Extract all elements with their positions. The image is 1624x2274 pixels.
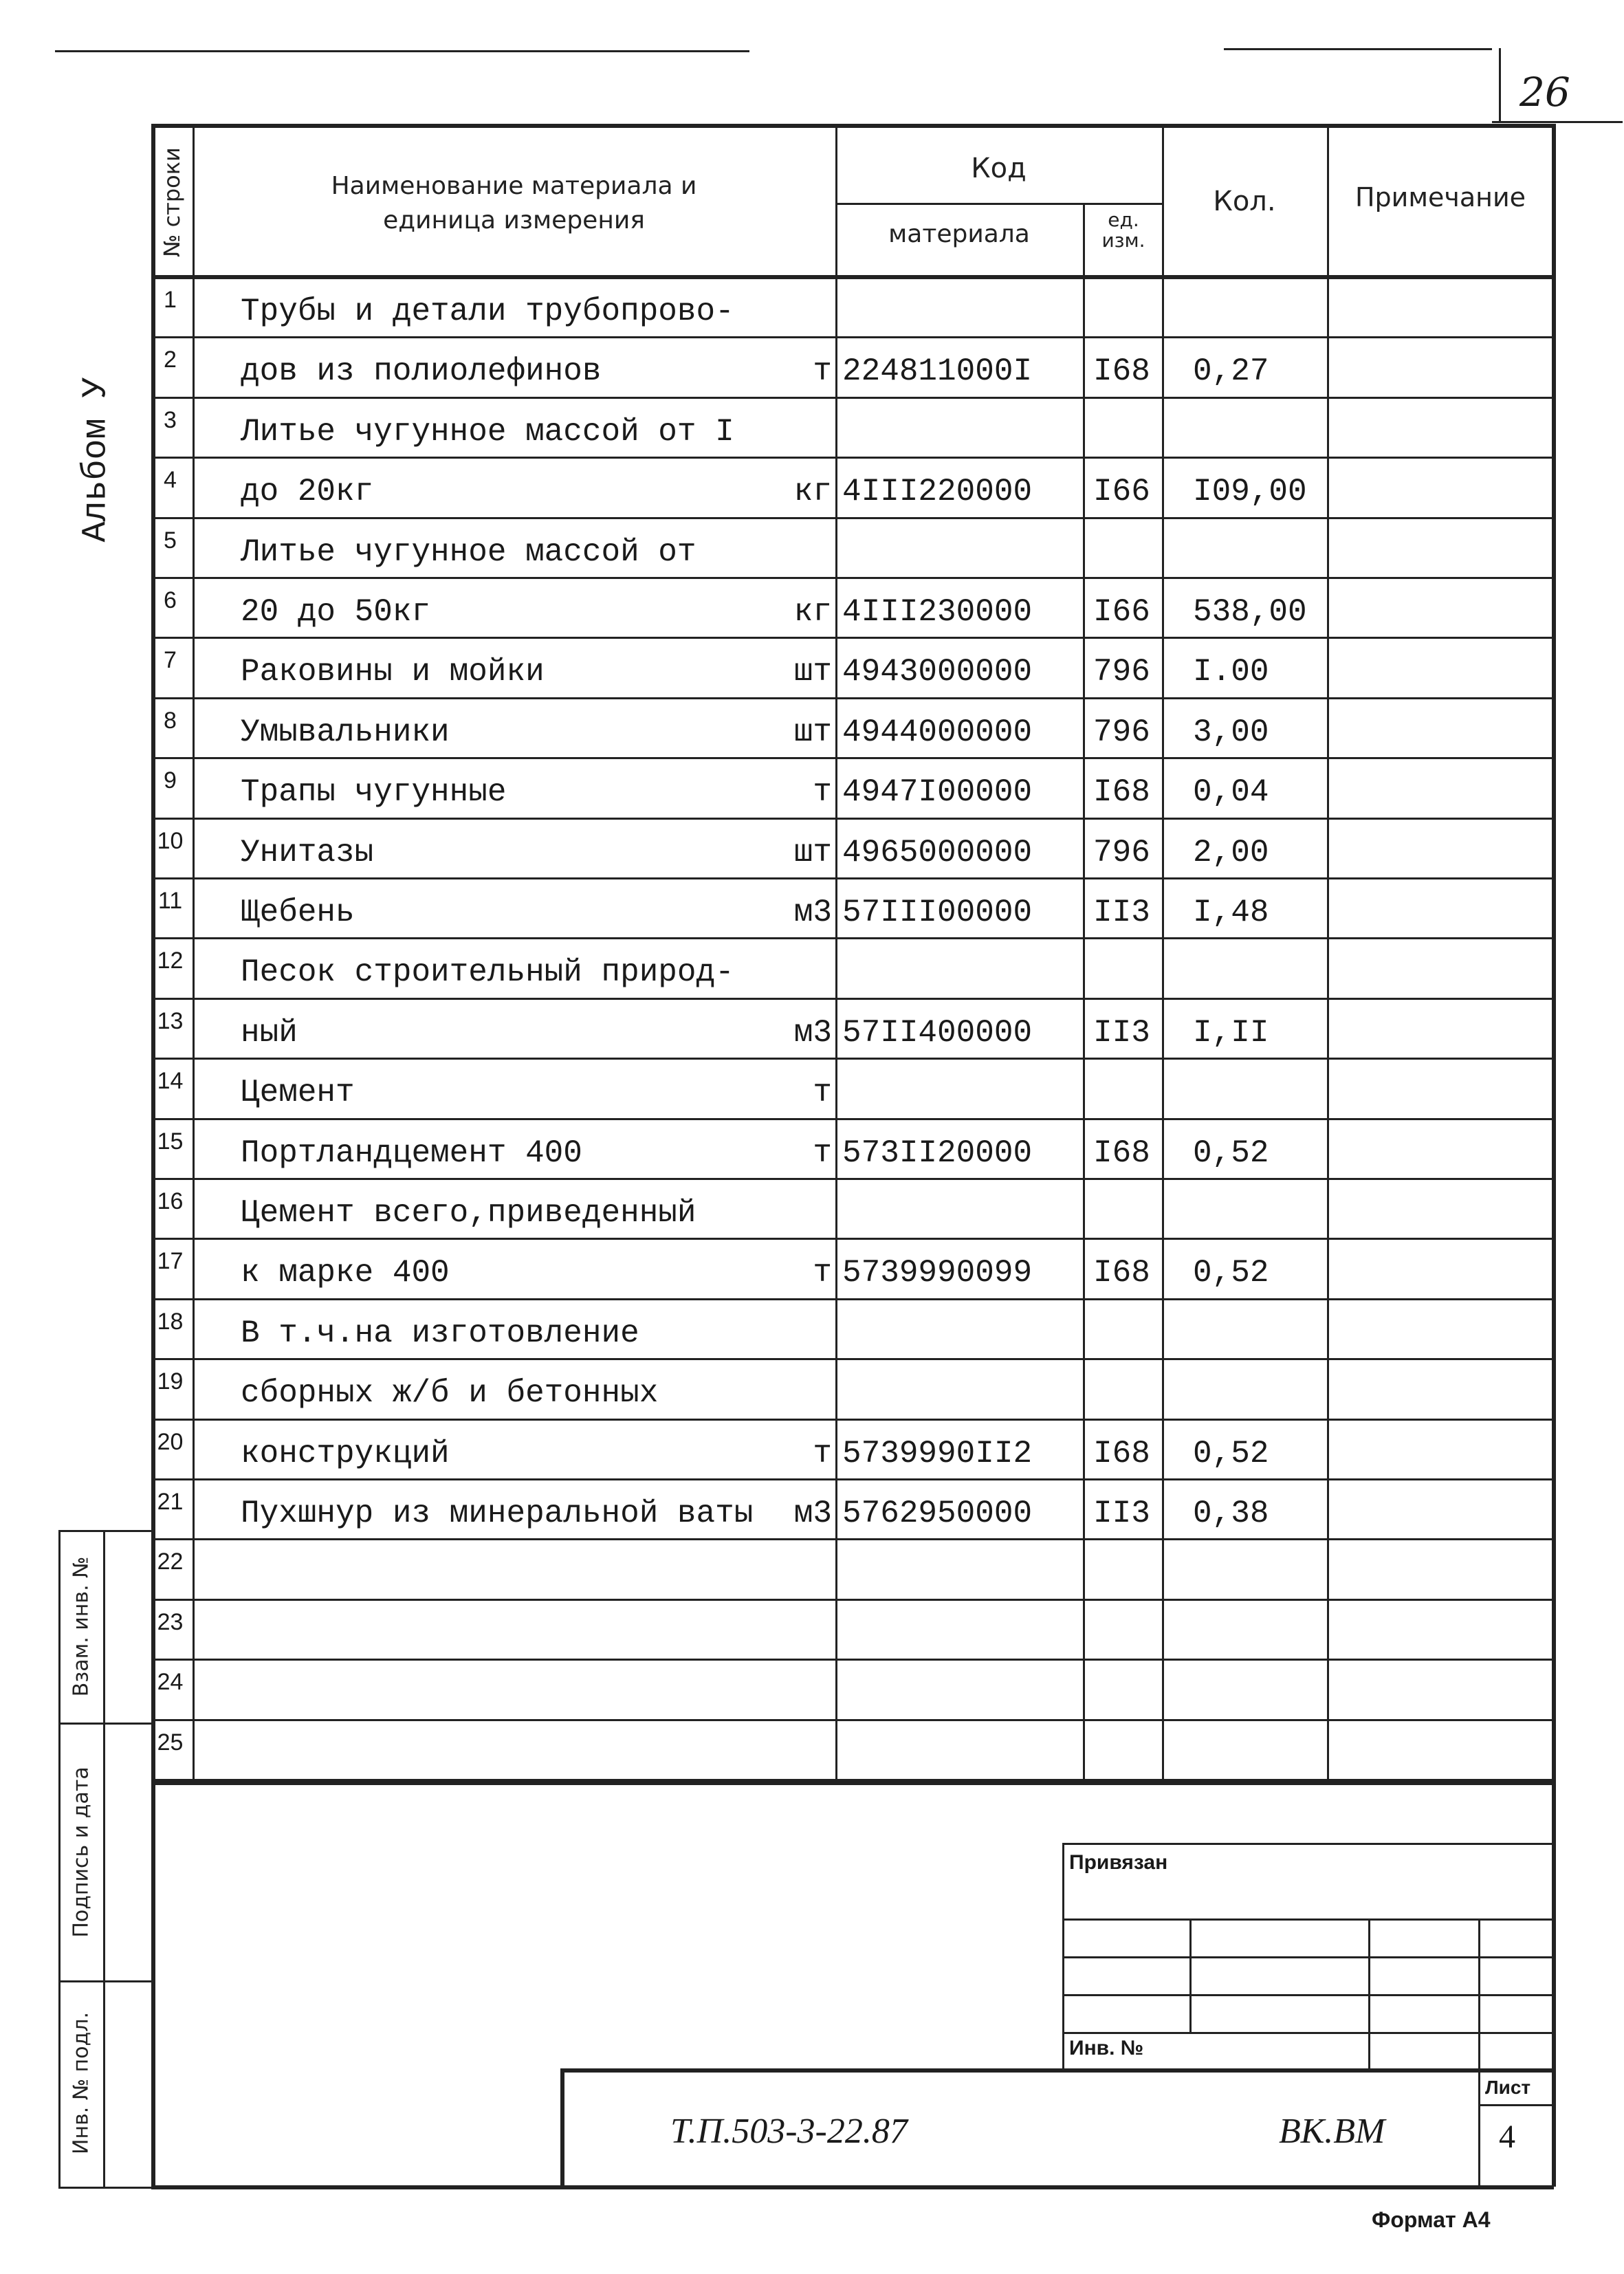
header-qty: Кол. — [1213, 186, 1276, 217]
inv-no-label: Инв. № — [1069, 2037, 1144, 2059]
quantity: I.00 — [1193, 654, 1269, 690]
section-code: ВК.ВМ — [1279, 2112, 1385, 2151]
quantity: 0,52 — [1193, 1255, 1269, 1291]
top-rule-page — [1492, 121, 1623, 123]
unit-code: 796 — [1093, 834, 1150, 871]
row-number: 9 — [164, 767, 177, 794]
material-code: 4III220000 — [842, 474, 1033, 510]
row-number: 12 — [157, 948, 184, 974]
unit: кг — [793, 594, 832, 630]
row-divider — [151, 397, 1554, 399]
row-number: 1 — [164, 287, 177, 313]
row-number: 5 — [164, 527, 177, 554]
unit-code: I68 — [1093, 774, 1150, 811]
stamp-podpis-data: Подпись и дата — [69, 1767, 94, 1938]
material-code: 4944000000 — [842, 714, 1033, 750]
material-name: Пухшнур из минеральной ваты — [241, 1496, 754, 1531]
row-divider — [151, 757, 1554, 759]
unit-code: I68 — [1093, 1135, 1150, 1171]
row-divider — [151, 1298, 1554, 1300]
material-name: до 20кг — [241, 474, 374, 510]
row-divider — [151, 1478, 1554, 1480]
unit-code: II3 — [1093, 895, 1150, 930]
material-name: ный — [241, 1014, 298, 1051]
row-number: 13 — [157, 1007, 184, 1034]
unit: т — [813, 353, 832, 390]
row-number: 18 — [157, 1308, 184, 1335]
unit-code: 796 — [1093, 654, 1150, 690]
material-name: Умывальники — [241, 714, 450, 750]
row-divider — [151, 577, 1554, 579]
page-number: 26 — [1519, 69, 1570, 116]
row-divider — [151, 637, 1554, 639]
unit-code: I66 — [1093, 474, 1150, 510]
material-name: 20 до 50кг — [241, 594, 431, 630]
row-number: 4 — [164, 467, 177, 494]
row-number: 6 — [164, 587, 177, 613]
material-name: Цемент всего,приведенный — [241, 1195, 696, 1231]
document-code: Т.П.503-3-22.87 — [670, 2112, 908, 2151]
unit: т — [813, 774, 832, 811]
unit: т — [813, 1435, 832, 1472]
material-code: 224811000I — [842, 353, 1033, 390]
row-divider — [151, 1358, 1554, 1360]
page-num-divider — [1499, 48, 1501, 122]
row-number: 17 — [157, 1248, 184, 1275]
material-code: 5739990II2 — [842, 1435, 1033, 1472]
material-name: к марке 400 — [241, 1255, 450, 1291]
unit: кг — [793, 474, 832, 510]
quantity: 538,00 — [1193, 594, 1307, 630]
header-name-line2: единица измерения — [383, 206, 645, 234]
header-code-unit-2: изм. — [1101, 229, 1145, 252]
unit-code: 796 — [1093, 714, 1150, 750]
row-number: 23 — [157, 1608, 184, 1635]
stamp-vzam-inv: Взам. инв. № — [69, 1556, 94, 1697]
row-divider — [151, 1058, 1554, 1060]
row-number: 11 — [157, 888, 183, 914]
row-divider — [151, 1178, 1554, 1180]
row-divider — [151, 1538, 1554, 1540]
quantity: 0,38 — [1193, 1496, 1269, 1531]
row-number: 2 — [164, 347, 177, 373]
material-code: 4947I00000 — [842, 774, 1033, 811]
unit-code: I68 — [1093, 1435, 1150, 1472]
unit-code: I68 — [1093, 353, 1150, 390]
quantity: I,48 — [1193, 895, 1269, 930]
unit: м3 — [793, 1496, 832, 1531]
material-code: 4943000000 — [842, 654, 1033, 690]
unit: т — [813, 1255, 832, 1291]
material-name: Трапы чугунные — [241, 774, 507, 811]
header-code-unit-1: ед. — [1108, 208, 1139, 231]
quantity: I,II — [1193, 1014, 1269, 1051]
quantity: 0,27 — [1193, 353, 1269, 390]
row-number: 15 — [157, 1128, 184, 1155]
header-note: Примечание — [1354, 182, 1526, 212]
unit: м3 — [793, 895, 832, 930]
unit: т — [813, 1075, 832, 1111]
row-divider — [151, 697, 1554, 699]
header-code: Код — [971, 153, 1027, 184]
material-name: В т.ч.на изготовление — [241, 1315, 639, 1351]
row-number: 19 — [157, 1368, 184, 1395]
material-code: 573II20000 — [842, 1135, 1033, 1171]
row-number: 25 — [157, 1729, 184, 1756]
row-divider — [151, 1599, 1554, 1601]
material-name: Трубы и детали трубопрово- — [241, 294, 734, 329]
row-number: 3 — [164, 406, 177, 433]
row-number: 10 — [157, 827, 184, 854]
list-label: Лист — [1485, 2077, 1531, 2098]
row-number: 24 — [157, 1669, 184, 1696]
material-name: дов из полиолефинов — [241, 353, 602, 390]
unit: шт — [793, 714, 832, 750]
unit-code: II3 — [1093, 1496, 1150, 1531]
material-code: 4III230000 — [842, 594, 1033, 630]
material-name: конструкций — [241, 1435, 450, 1472]
material-name: Щебень — [241, 895, 355, 930]
material-name: Портландцемент 400 — [241, 1135, 582, 1171]
row-divider — [151, 517, 1554, 519]
row-divider — [151, 998, 1554, 1000]
header-code-material: материала — [888, 220, 1030, 248]
sheet-number: 4 — [1499, 2119, 1515, 2155]
material-code: 57III00000 — [842, 895, 1033, 930]
row-divider — [151, 818, 1554, 820]
unit: шт — [793, 834, 832, 871]
row-divider — [151, 1238, 1554, 1240]
material-name: Цемент — [241, 1075, 355, 1111]
row-divider — [151, 1118, 1554, 1120]
header-name-line1: Наименование материала и — [331, 172, 697, 200]
row-divider — [151, 457, 1554, 459]
privyazan-label: Привязан — [1069, 1851, 1168, 1874]
format-label: Формат А4 — [1372, 2207, 1491, 2232]
quantity: 3,00 — [1193, 714, 1269, 750]
row-number: 21 — [157, 1489, 184, 1515]
unit-code: II3 — [1093, 1014, 1150, 1051]
header-row-no: № строки — [159, 147, 185, 257]
quantity: 0,52 — [1193, 1135, 1269, 1171]
material-name: Литье чугунное массой от — [241, 534, 696, 570]
row-number: 14 — [157, 1068, 184, 1095]
stamp-inv-podl: Инв. № подл. — [69, 2012, 94, 2154]
material-name: сборных ж/б и бетонных — [241, 1375, 659, 1412]
unit: м3 — [793, 1014, 832, 1051]
quantity: 0,52 — [1193, 1435, 1269, 1472]
row-number: 8 — [164, 707, 177, 734]
row-divider — [151, 877, 1554, 879]
material-code: 4965000000 — [842, 834, 1033, 871]
material-code: 5762950000 — [842, 1496, 1033, 1531]
quantity: 0,04 — [1193, 774, 1269, 811]
material-code: 57II400000 — [842, 1014, 1033, 1051]
material-name: Унитазы — [241, 834, 374, 871]
row-number: 7 — [164, 647, 177, 674]
row-divider — [151, 1659, 1554, 1661]
row-number: 20 — [157, 1428, 184, 1455]
quantity: I09,00 — [1193, 474, 1307, 510]
row-divider — [151, 1779, 1554, 1781]
row-divider — [151, 336, 1554, 338]
album-label: Альбом У — [76, 377, 116, 543]
top-rule-right — [1224, 48, 1492, 50]
row-divider — [151, 1419, 1554, 1421]
unit: шт — [793, 654, 832, 690]
material-code: 5739990099 — [842, 1255, 1033, 1291]
unit-code: I68 — [1093, 1255, 1150, 1291]
material-name: Раковины и мойки — [241, 654, 545, 690]
unit: т — [813, 1135, 832, 1171]
unit-code: I66 — [1093, 594, 1150, 630]
material-name: Песок строительный природ- — [241, 954, 734, 991]
row-number: 16 — [157, 1188, 184, 1214]
row-divider — [151, 1719, 1554, 1721]
top-rule-left — [55, 50, 749, 52]
material-name: Литье чугунное массой от I — [241, 413, 734, 450]
row-number: 22 — [157, 1549, 184, 1575]
row-divider — [151, 937, 1554, 939]
quantity: 2,00 — [1193, 834, 1269, 871]
